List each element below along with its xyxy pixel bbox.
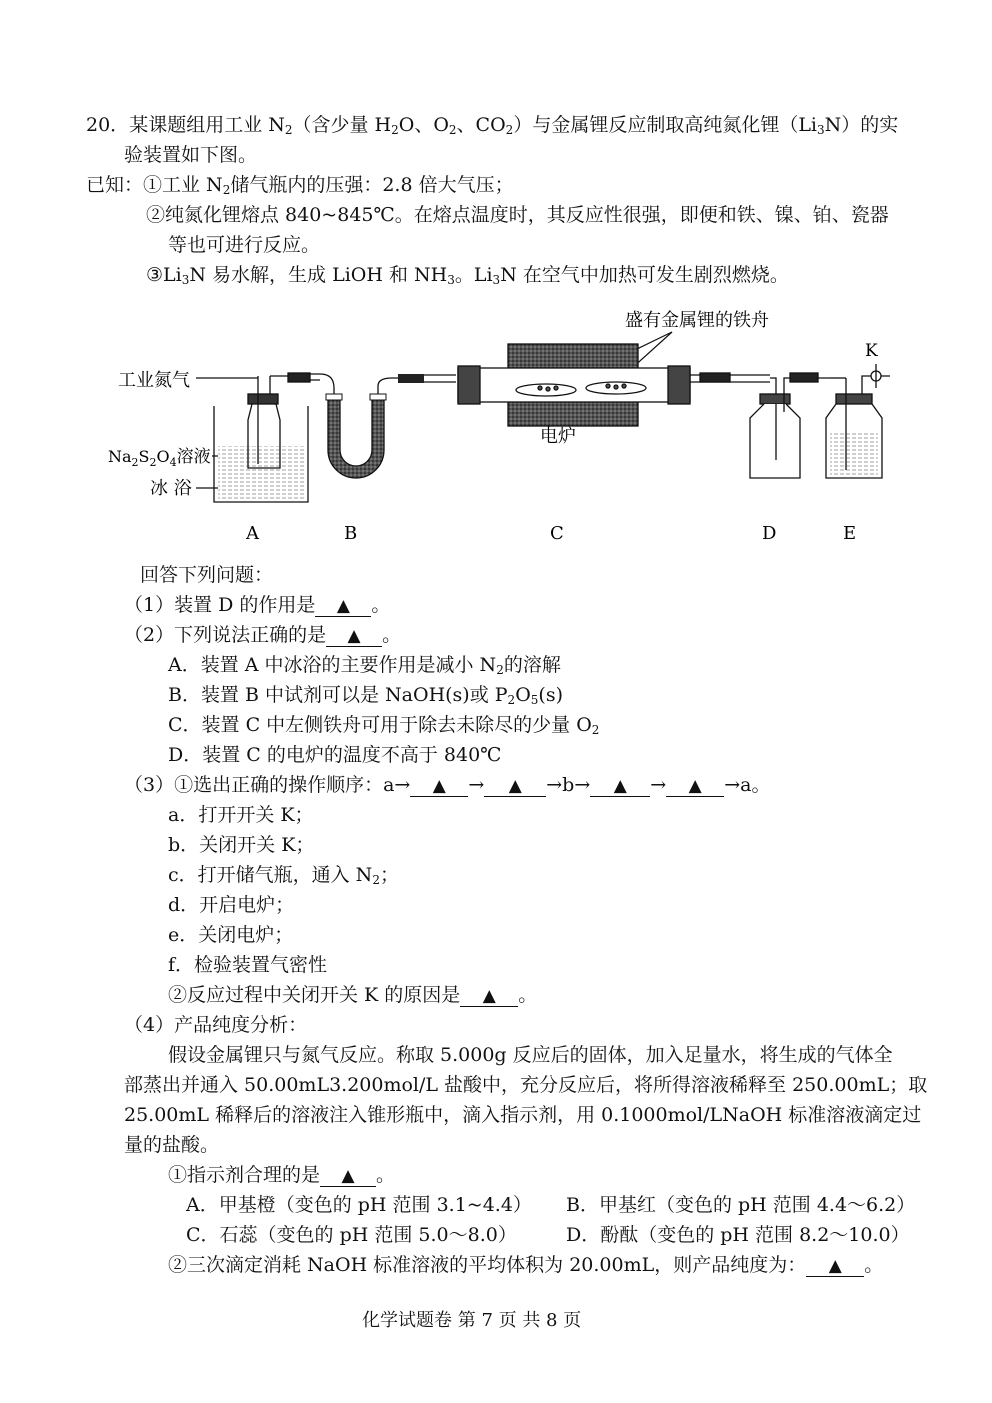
known-line1	[86, 172, 514, 198]
answer-blank[interactable]	[315, 595, 371, 617]
step-f: f．检验装置气密性	[168, 954, 328, 976]
valve-k-label: K	[865, 341, 878, 361]
part4-q1	[168, 1162, 395, 1188]
triangle-icon: ▲	[347, 626, 361, 646]
apparatus-a	[214, 376, 308, 502]
triangle-icon: ▲	[432, 776, 446, 796]
ice-bath-label: 冰 浴	[150, 478, 192, 499]
option-4c: C．石蕊（变色的 pH 范围 5.0～8.0）	[186, 1224, 517, 1246]
step-b: b．关闭开关 K；	[168, 834, 315, 856]
subscript: 2	[391, 123, 399, 137]
part4-para3: 25.00mL 稀释后的溶液注入锥形瓶中，滴入指示剂，用 0.1000mol/LNaOH 标准溶液滴定过	[124, 1104, 922, 1126]
triangle-icon: ▲	[613, 776, 627, 796]
answer-blank[interactable]	[590, 775, 650, 797]
intro-text: 、CO	[456, 114, 506, 136]
question-intro-line2: 验装置如下图。	[124, 144, 258, 166]
answer-blank[interactable]	[320, 1165, 376, 1187]
subscript: 3	[181, 273, 190, 287]
question-intro-line1	[86, 112, 898, 138]
intro-text: ）与金属锂反应制取高纯氮化锂（Li	[513, 114, 818, 136]
part3-q2-stem: ②反应过程中关闭开关 K 的原因是	[168, 984, 461, 1006]
subscript: 3	[447, 273, 455, 287]
step-e: e．关闭电炉；	[168, 924, 294, 946]
subscript: 3	[817, 123, 825, 137]
arrow: →	[468, 774, 485, 796]
punct: 。	[518, 984, 538, 1006]
label-a: A	[246, 523, 259, 544]
part4-para4: 量的盐酸。	[124, 1134, 220, 1156]
option-2b: B．装置 B 中试剂可以是 NaOH(s)或 $P_2O_5(s)$	[168, 684, 563, 707]
part2-stem: （2）下列说法正确的是	[124, 624, 327, 646]
step-a: a．打开开关 K；	[168, 804, 314, 826]
label-e: E	[843, 523, 857, 544]
known-text: ①工业 N	[143, 174, 223, 196]
arrow: →b→	[546, 774, 591, 796]
arrow: →	[650, 774, 667, 796]
n2-label: 工业氮气	[118, 370, 190, 391]
answer-blank[interactable]	[326, 625, 382, 647]
apparatus-b	[326, 374, 456, 478]
furnace-label: 电炉	[540, 426, 576, 447]
intro-text: O、O	[398, 114, 449, 136]
known-label: 已知：	[86, 174, 144, 196]
label-d: D	[762, 523, 777, 544]
part4-q1-stem: ①指示剂合理的是	[168, 1164, 321, 1186]
answer-blank[interactable]	[410, 775, 468, 797]
apparatus-e	[826, 364, 890, 478]
part4-para2: 部蒸出并通入 50.00mL3.200mol/L 盐酸中，充分反应后，将所得溶液稀释至 250.00mL；取	[124, 1074, 928, 1096]
part1-stem: （1）装置 D 的作用是	[124, 594, 316, 616]
boat-label: 盛有金属锂的铁舟	[625, 310, 769, 331]
subscript: 2	[448, 123, 457, 137]
intro-text: N）的实	[824, 114, 899, 136]
answer-blank[interactable]	[460, 985, 518, 1007]
triangle-icon: ▲	[336, 596, 350, 616]
triangle-icon: ▲	[508, 776, 522, 796]
known-text: 储气瓶内的压强：2.8 倍大气压；	[230, 174, 514, 196]
label-c: C	[550, 523, 564, 544]
triangle-icon: ▲	[688, 776, 702, 796]
question-number: 20．	[86, 114, 130, 136]
punct: 。	[382, 624, 402, 646]
subscript: 3	[492, 273, 501, 287]
apparatus-diagram	[0, 300, 992, 550]
option-2c: C．装置 C 中左侧铁舟可用于除去未除尽的少量 $O_2$	[168, 714, 600, 737]
option-2a: A．装置 A 中冰浴的主要作用是减小 $N_2$的溶解	[168, 654, 561, 677]
subscript: 2	[284, 123, 293, 137]
known-text: 。Li	[454, 264, 493, 286]
subscript: 2	[222, 183, 231, 197]
option-4d: D．酚酞（变色的 pH 范围 8.2～10.0）	[566, 1224, 910, 1246]
punct: 。	[376, 1164, 396, 1186]
option-4a: A．甲基橙（变色的 pH 范围 3.1~4.4）	[186, 1194, 532, 1216]
answer-intro: 回答下列问题：	[140, 564, 274, 586]
answer-blank[interactable]	[806, 1255, 864, 1277]
answer-blank[interactable]	[484, 775, 546, 797]
part4-stem: （4）产品纯度分析：	[124, 1014, 308, 1036]
step-c: c．打开储气瓶，通入 $N_2$；	[168, 864, 399, 887]
known-text: ③Li	[146, 264, 182, 286]
label-b: B	[344, 523, 358, 544]
part3-stem: （3）①选出正确的操作顺序：a→	[124, 774, 411, 796]
intro-text: （含少量 H	[292, 114, 392, 136]
known-line3	[146, 262, 789, 288]
option-2d: D．装置 C 的电炉的温度不高于 840℃	[168, 744, 502, 766]
apparatus-d	[750, 373, 830, 478]
known-line2b: 等也可进行反应。	[168, 234, 321, 256]
part2	[124, 622, 401, 648]
part3-order	[124, 772, 770, 798]
option-4b: B．甲基红（变色的 pH 范围 4.4～6.2）	[566, 1194, 916, 1216]
subscript: 2	[505, 123, 514, 137]
tubing	[288, 373, 334, 396]
triangle-icon: ▲	[482, 986, 496, 1006]
answer-blank[interactable]	[666, 775, 724, 797]
part1	[124, 592, 390, 618]
page-footer: 化学试题卷 第 7 页 共 8 页	[362, 1310, 582, 1331]
punct: 。	[864, 1254, 884, 1276]
part3-q2	[168, 982, 537, 1008]
apparatus-c	[458, 344, 770, 426]
known-text: N 在空气中加热可发生剧烈燃烧。	[500, 264, 789, 286]
part4-q2	[168, 1252, 883, 1278]
part4-q2-stem: ②三次滴定消耗 NaOH 标准溶液的平均体积为 20.00mL，则产品纯度为：	[168, 1254, 807, 1276]
arrow: →a。	[724, 774, 771, 796]
intro-text: 某课题组用工业 N	[129, 114, 285, 136]
known-line2: ②纯氮化锂熔点 840~845℃。在熔点温度时，其反应性很强，即便和铁、镍、铂、瓷器	[146, 204, 889, 226]
punct: 。	[371, 594, 391, 616]
known-text: N 易水解，生成 LiOH 和 NH	[189, 264, 448, 286]
triangle-icon: ▲	[828, 1256, 842, 1276]
triangle-icon: ▲	[341, 1166, 355, 1186]
step-d: d．开启电炉；	[168, 894, 295, 916]
part4-para1: 假设金属锂只与氮气反应。称取 5.000g 反应后的固体，加入足量水，将生成的气体全	[168, 1044, 893, 1066]
na2s2o4-label: $Na_2S_2O_4$溶液	[108, 447, 211, 469]
